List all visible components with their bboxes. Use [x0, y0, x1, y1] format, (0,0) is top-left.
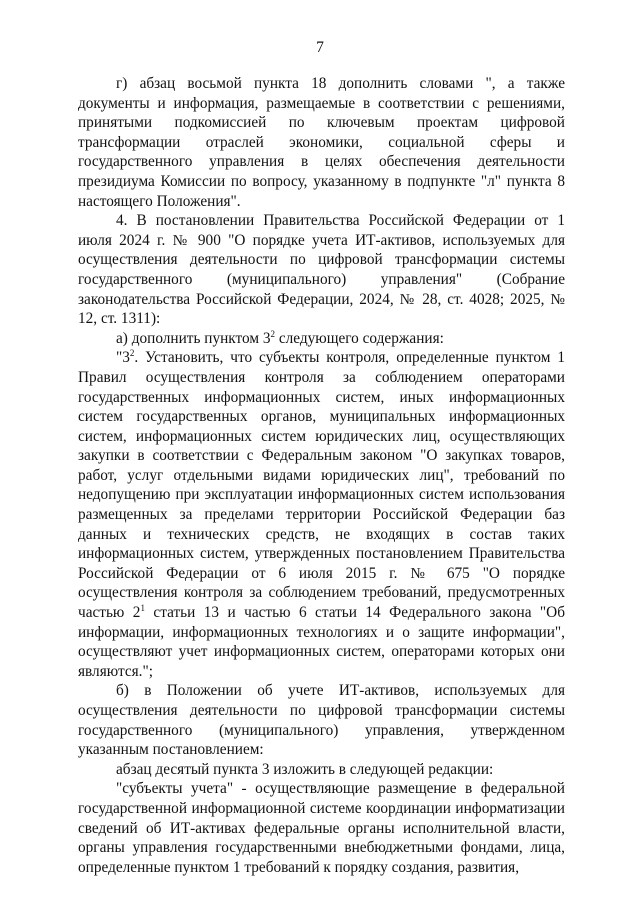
- paragraph-amendment-g: г) абзац восьмой пункта 18 дополнить словами ", а также документы и информация, размещаемые в соответствии с решениями, принятыми подкомиссией по ключевым проектам цифровой трансформации отраслей экономики, социальной сферы и государственного управления в целях обеспечения деятельности президиума Комиссии по вопросу, указанному в подпункте "л" пункта 8 настоящего Положения".: [78, 75, 565, 210]
- paragraph-item-3-2-start: "3: [116, 349, 130, 367]
- paragraph-subitem-a-text-end: следующего содержания:: [275, 329, 444, 347]
- paragraph-item-3-2-body: . Установить, что субъекты контроля, определенные пунктом 1 Правил осуществления контроля за соблюдением операторами государственных информационных систем, иных информационных систем государственных органов, муниципальных информационных систем, информационных систем юридических лиц, осуществляющих закупки в соответствии с Федеральным законом "О закупках товаров, работ, услуг отдельными видами юридических лиц", требований по недопущению при эксплуатации информационных систем использования размещенных за пределами территории Российской Федерации баз данных и технических средств, не входящих в состав таких информационных систем, утвержденных постановлением Правительства Российской Федерации от 6 июля 2015 г. № 675 "О порядке осуществления контроля за соблюдением требований, предусмотренных частью 2: [78, 349, 565, 622]
- page-number: 7: [316, 39, 324, 56]
- paragraph-abzac-10: абзац десятый пункта 3 изложить в следующей редакции:: [116, 760, 494, 778]
- superscript: 2: [270, 328, 276, 339]
- paragraph-item-4: 4. В постановлении Правительства Российской Федерации от 1 июля 2024 г. № 900 "О порядке учета ИТ-активов, используемых для осуществления деятельности по цифровой трансформации системы государственного (муниципального) управления" (Собрание законодательства Российской Федерации, 2024, № 28, ст. 4028; 2025, № 12, ст. 1311):: [78, 212, 565, 328]
- document-body: [78, 74, 565, 877]
- superscript: 2: [129, 348, 135, 359]
- paragraph-item-3-2: [78, 348, 565, 681]
- paragraph-subitem-a: [78, 329, 565, 349]
- paragraph-definition: "субъекты учета" - осуществляющие размещение в федеральной государственной информационной системе координации информатизации сведений об ИТ-активах федеральные органы исполнительной власти, органы управления государственными внебюджетными фондами, лица, определенные пунктом 1 требований к порядку создания, развития,: [78, 780, 565, 876]
- paragraph-subitem-a-text: а) дополнить пунктом 3: [116, 329, 271, 347]
- paragraph-subitem-b: б) в Положении об учете ИТ-активов, используемых для осуществления деятельности по цифровой трансформации системы государственного (муниципального) управления, утвержденном указанным постановлением:: [78, 682, 565, 759]
- superscript: 1: [140, 602, 145, 613]
- paragraph-item-3-2-end: статьи 13 и частью 6 статьи 14 Федерального закона "Об информации, информационных технологиях и о защите информации", осуществляют учет информационных систем, операторами которых они являются.";: [78, 604, 566, 680]
